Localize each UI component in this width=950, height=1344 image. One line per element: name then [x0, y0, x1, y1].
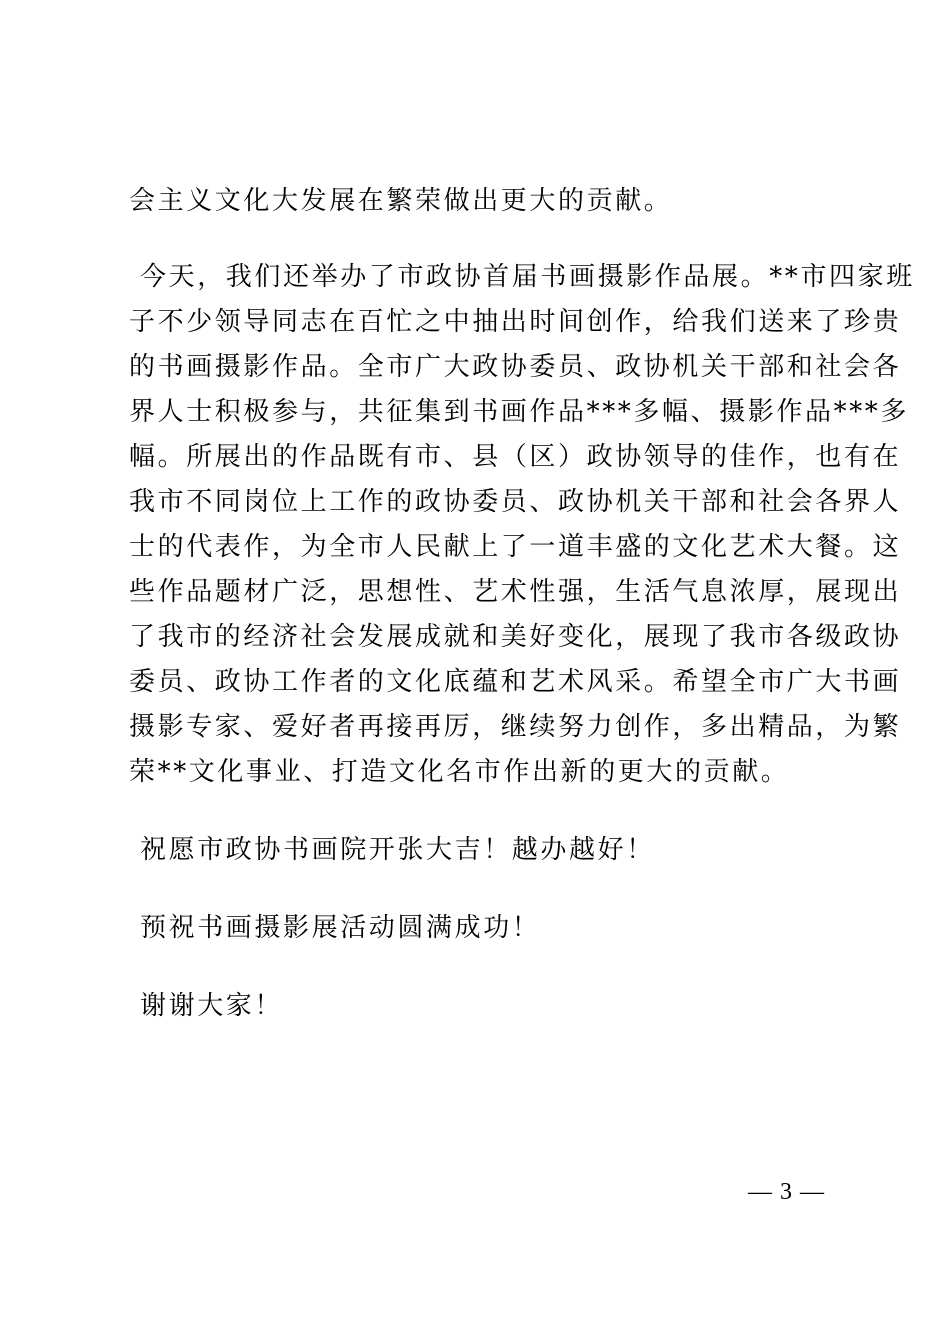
paragraph-line: 委员、政协工作者的文化底蕴和艺术风采。希望全市广大书画	[129, 667, 902, 697]
paragraph-line: 士的代表作，为全市人民献上了一道丰盛的文化艺术大餐。这	[129, 532, 902, 562]
paragraph-line: 我市不同岗位上工作的政协委员、政协机关干部和社会各界人	[129, 487, 902, 517]
paragraph-line: 子不少领导同志在百忙之中抽出时间创作，给我们送来了珍贵	[129, 307, 902, 337]
wish-line: 祝愿市政协书画院开张大吉！越办越好！	[140, 835, 655, 865]
paragraph-line: 些作品题材广泛，思想性、艺术性强，生活气息浓厚，展现出	[129, 577, 902, 607]
paragraph-line: 的书画摄影作品。全市广大政协委员、政协机关干部和社会各	[129, 352, 902, 382]
paragraph-line: 摄影专家、爱好者再接再厉，继续努力创作，多出精品，为繁	[129, 712, 902, 742]
paragraph-line: 了我市的经济社会发展成就和美好变化，展现了我市各级政协	[129, 622, 902, 652]
paragraph-line: 荣**文化事业、打造文化名市作出新的更大的贡献。	[129, 757, 790, 787]
wish-line: 预祝书画摄影展活动圆满成功！	[140, 913, 541, 943]
page-number: — 3 —	[748, 1179, 825, 1205]
paragraph-line: 界人士积极参与，共征集到书画作品***多幅、摄影作品***多	[129, 397, 910, 427]
thanks-line: 谢谢大家！	[140, 991, 284, 1021]
paragraph-line: 今天，我们还举办了市政协首届书画摄影作品展。**市四家班	[140, 262, 915, 292]
paragraph-line: 会主义文化大发展在繁荣做出更大的贡献。	[129, 186, 673, 216]
paragraph-line: 幅。所展出的作品既有市、县（区）政协领导的佳作，也有在	[129, 442, 902, 472]
